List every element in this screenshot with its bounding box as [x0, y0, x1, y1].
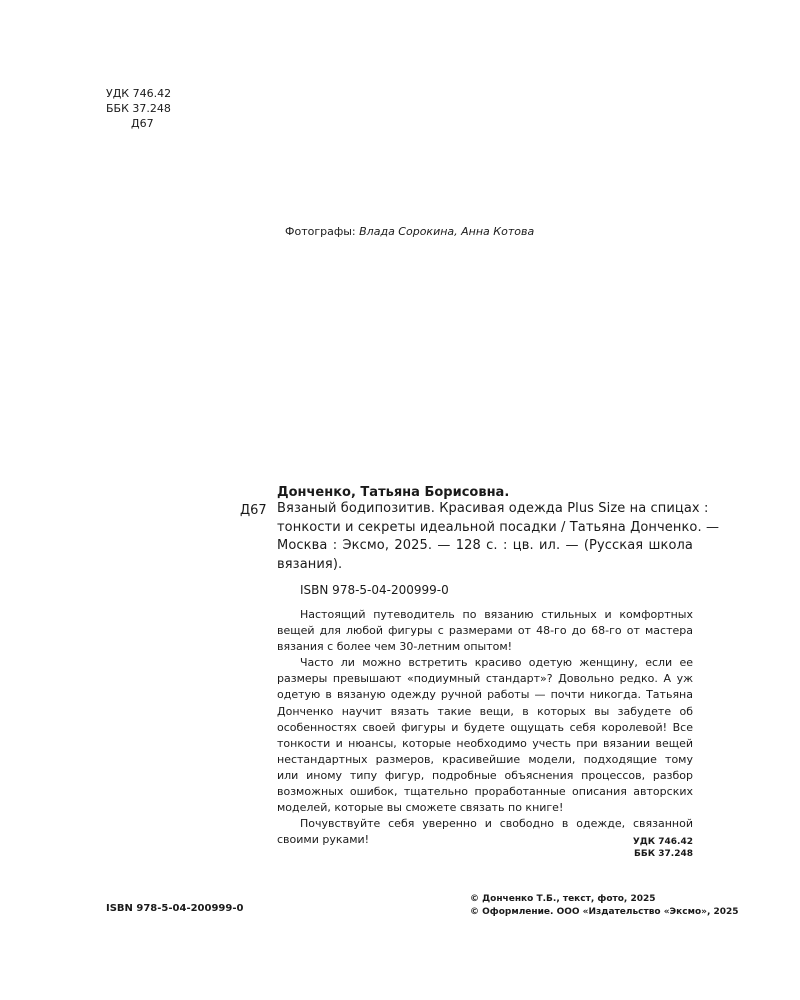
catalog-description-line: Вязаный бодипозитив. Красивая одежда Plus Size на спицах : [277, 501, 709, 516]
author-mark-code: Д67 [131, 117, 154, 130]
udk-code: УДК 746.42 [106, 87, 172, 100]
bottom-bbk-code: ББК 37.248 [634, 849, 693, 859]
bottom-udk-code: УДК 746.42 [632, 837, 693, 847]
bottom-classification-codes [600, 836, 693, 860]
catalog-description-line: вязания). [277, 556, 343, 572]
photographers-credit [285, 225, 534, 238]
catalog-description-line: Москва : Эксмо, 2025. — 128 с. : цв. ил. — (Русская школа [277, 538, 693, 553]
bbk-code: ББК 37.248 [106, 102, 171, 115]
copyright-notice [470, 893, 739, 919]
catalog-isbn: ISBN 978-5-04-200999-0 [300, 583, 449, 597]
annotation-paragraph: Почувствуйте себя уверенно и свободно в одежде, связанной своими руками! [277, 817, 693, 847]
annotation-paragraph: Часто ли можно встретить красиво одетую женщину, если ее размеры превышают «подиумный стандарт»? Довольно редко. А уж одетую в вязаную одежду ручной работы — почти никогда. Татьяна Донченко научит вязать такие вещи, в которых вы забудете об особенностях своей фигуры и будете ощущать себя королевой! Все тонкости и нюансы, которые необходимо учесть при вязании вещей нестандартных размеров, красивейшие модели, подходящие тому или иному типу фигур, подробные объяснения процессов, разбор возможных ошибок, тщательно проработанные описания авторских моделей, которые вы сможете связать по книге! [277, 656, 693, 815]
catalog-author: Донченко, Татьяна Борисовна. [277, 485, 510, 500]
catalog-shelf-code: Д67 [240, 503, 267, 518]
annotation [277, 607, 693, 848]
top-classification-codes [106, 86, 171, 131]
catalog-description [277, 500, 720, 574]
copyright-line: © Оформление. ООО «Издательство «Эксмо», 2025 [470, 907, 739, 917]
copyright-line: © Донченко Т.Б., текст, фото, 2025 [470, 894, 656, 904]
annotation-paragraph: Настоящий путеводитель по вязанию стильных и комфортных вещей для любой фигуры с размерами от 48-го до 68-го от мастера вязания с более чем 30-летним опытом! [277, 608, 693, 654]
photographers-names: Влада Сорокина, Анна Котова [359, 225, 535, 238]
catalog-description-line: тонкости и секреты идеальной посадки / Татьяна Донченко. — [277, 519, 720, 535]
photographers-label: Фотографы: [285, 225, 356, 238]
footer-isbn: ISBN 978-5-04-200999-0 [106, 903, 244, 914]
